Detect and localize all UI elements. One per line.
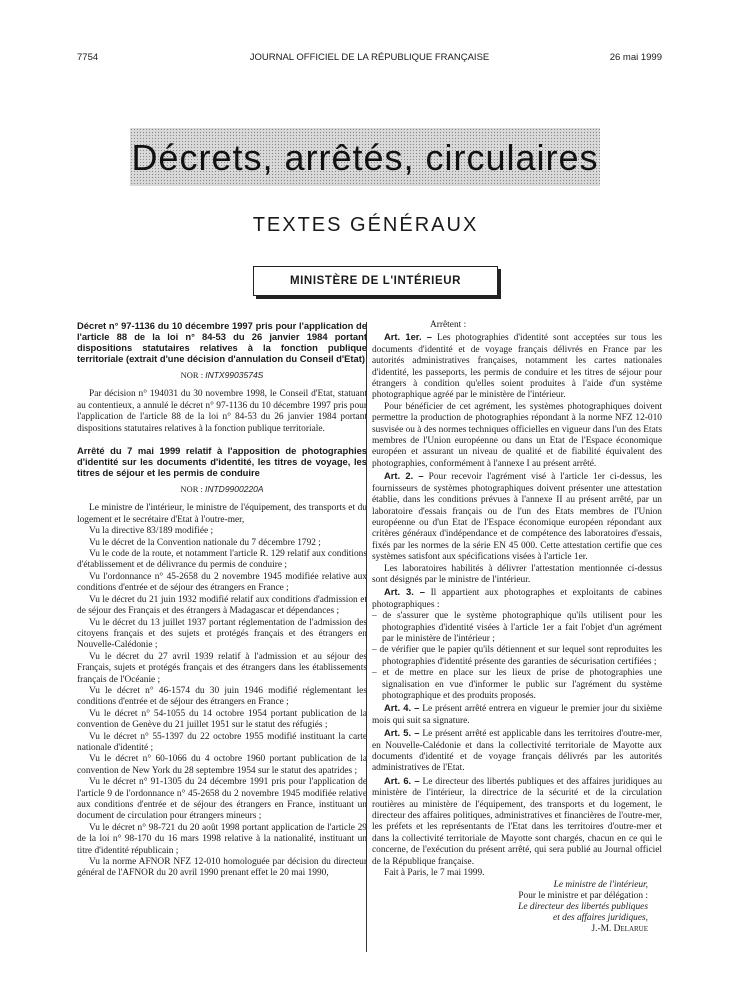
article-3-list [372, 611, 662, 702]
article-6-label: Art. 6. – [384, 774, 420, 786]
article-1-label: Art. 1er. – [384, 331, 432, 343]
article-3-label: Art. 3. – [384, 586, 425, 598]
article-2 [372, 470, 662, 563]
article-1-paragraph-2: Pour bénéficier de cet agrément, les systèmes photographiques doivent permettre la production de photographies répondant à la norme NFZ 12-010 susvisée ou à des normes techniques officielles en vigueur dans l'un des Etats membres de l'Union européenne ou dans un Etat de l'Espace économique européen et assurant un niveau de qualité et de fiabilité équivalent des photographies, conformément à l'annexe I au présent arrêté. [372, 401, 662, 469]
article-1-text: Les photographies d'identité sont acceptées sur tous les documents d'identité et de voyage français délivrés en France par les autorités administratives françaises, notamment les cartes nationales d'identité, les passeports, les permis de conduire et les titres de séjour pour étrangers à condition qu'elles soient produites à l'aide d'un système photographique agréé par le ministère de l'intérieur. [372, 333, 662, 401]
article-3-text: Il appartient aux photographes et exploitants de cabines photographiques : [372, 588, 663, 610]
list-item: – de vérifier que le papier qu'ils détiennent et sur lequel sont reproduites les photographies d'identité présente des garanties de sécurisation certifiées ; [372, 645, 662, 667]
visa-item: Vu le décret du 21 juin 1932 modifié relatif aux conditions d'admission et de séjour des Français et des étrangers à Madagascar et dépendances ; [77, 594, 367, 617]
journal-title: JOURNAL OFFICIEL DE LA RÉPUBLIQUE FRANÇAISE [249, 52, 490, 63]
decret-nor [77, 370, 367, 381]
section-title: TEXTES GÉNÉRAUX [252, 214, 479, 236]
decret-body: Par décision n° 194031 du 30 novembre 1998, le Conseil d'Etat, statuant au contentieux, a annulé le décret n° 97-1136 du 10 décembre 1997 pris pour l'application de l'article 88 de la loi n° 84-53 du 26 janvier 1984 portant dispositions statutaires relatives à la fonction publique territoriale. [77, 389, 367, 434]
article-4 [372, 702, 662, 727]
arrete-nor-label: NOR : [180, 484, 203, 495]
arrete-title: Arrêté du 7 mai 1999 relatif à l'apposition de photographies d'identité sur les documents d'identité, les titres de voyage, les titres de séjour et les permis de conduire [77, 445, 367, 479]
article-6-text: Le directeur des libertés publiques et des affaires juridiques au ministère de l'intérieur, la directrice de la sécurité et de la circulation routières au ministère de l'équipement, des transports et du logement, le directeur des affaires politiques, administratives et financières de l'outre-mer, les préfets et les représentants de l'Etat dans les territoires d'outre-mer et dans la collectivité territoriale de Mayotte sont chargés, chacun en ce qui le concerne, de l'exécution du présent arrêté, qui sera publié au Journal officiel de la République française. [372, 776, 663, 867]
visa-item: Vu le décret n° 55-1397 du 22 octobre 1955 modifié instituant la carte nationale d'identité ; [77, 731, 367, 753]
visa-item: Vu le décret n° 98-721 du 20 août 1998 portant application de l'article 29 de la loi n° 98-170 du 16 mars 1998 relative à la nationalité, instituant un titre d'identité républicain ; [77, 822, 367, 856]
visa-item: Vu le code de la route, et notamment l'article R. 129 relatif aux conditions d'établissement et de délivrance du permis de conduire ; [77, 549, 367, 571]
article-4-label: Art. 4. – [384, 702, 420, 714]
visa-item: Vu l'ordonnance n° 45-2658 du 2 novembre 1945 modifiée relative aux conditions d'entrée et de séjour des étrangers en France ; [77, 571, 367, 594]
ministry-box [253, 266, 498, 296]
decret-title: Décret n° 97-1136 du 10 décembre 1997 pris pour l'application de l'article 88 de la loi n° 84-53 du 26 janvier 1984 portant dispositions statutaires relatives à la fonction publique territoriale (extrait d'une décision d'annulation du Conseil d'Etat) [77, 320, 367, 364]
publication-date: 26 mai 1999 [609, 52, 662, 63]
article-3 [372, 586, 662, 611]
arrete-intro: Le ministre de l'intérieur, le ministre de l'équipement, des transports et du logement et le secrétaire d'Etat à l'outre-mer, [77, 503, 367, 525]
signature-line-4: et des affaires juridiques, [553, 913, 648, 924]
article-5-label: Art. 5. – [384, 727, 420, 739]
article-2-label: Art. 2. – [384, 470, 424, 482]
done-at: Fait à Paris, le 7 mai 1999. [384, 868, 485, 879]
article-2-paragraph-2: Les laboratoires habilités à délivrer l'attestation mentionnée ci-dessus sont désignés par le ministre de l'intérieur. [372, 563, 662, 585]
page-number: 7754 [77, 52, 99, 63]
article-6 [372, 775, 662, 868]
article-2-text: Pour recevoir l'agrément visé à l'article 1er ci-dessus, les fournisseurs de systèmes photographiques doivent présenter une attestation établie, dans les conditions prévues à l'annexe II au présent arrêté, par un laboratoire d'essais français ou de l'un des Etats membres de l'Union européenne ou d'un Etat de l'Espace économique européen répondant aux critères généraux d'indépendance et de compétence des laboratoires d'essais, fixés par les normes de la série EN 45 000. Cette attestation certifie que ces systèmes satisfont aux spécifications visées à l'article 1er. [372, 472, 662, 563]
ministry-title: MINISTÈRE DE L'INTÉRIEUR [289, 275, 462, 287]
visa-item: Vu la norme AFNOR NFZ 12-010 homologuée par décision du directeur général de l'AFNOR du 20 avril 1990 prenant effet le 20 mai 1990, [77, 857, 367, 879]
visa-item: Vu le décret n° 60-1066 du 4 octobre 1960 portant publication de la convention de New York du 28 septembre 1954 sur le statut des apatrides ; [77, 754, 367, 776]
signatory-name: J.-M. Delarue [591, 924, 648, 935]
list-item: – de s'assurer que le système photographique qu'ils utilisent pour les photographies d'identité visées à l'article 1er a fait l'objet d'un agrément par le ministère de l'intérieur ; [372, 611, 662, 644]
article-4-text: Le présent arrêté entrera en vigueur le premier jour du sixième mois qui suit sa signature. [372, 704, 662, 726]
visa-item: Vu le décret n° 46-1574 du 30 juin 1946 modifié réglementant les conditions d'entrée et de séjour des étrangers en France ; [77, 685, 367, 708]
visa-item: Vu le décret n° 54-1055 du 14 octobre 1954 portant publication de la convention de Genève du 21 juillet 1951 sur le statut des réfugiés ; [77, 708, 367, 731]
arretent-heading: Arrêtent : [430, 320, 467, 330]
signature-line-2: Pour le ministre et par délégation : [518, 890, 648, 901]
visa-item: Vu le décret n° 91-1305 du 24 décembre 1991 pris pour l'application de l'article 9 de l'ordonnance n° 45-2658 du 2 novembre 1945 modifiée relative aux conditions d'entrée et de séjour des étrangers en France, instituant un document de circulation pour étrangers mineurs ; [77, 777, 367, 822]
visa-item: Vu le décret de la Convention nationale du 7 décembre 1792 ; [89, 537, 321, 548]
visa-item: Vu le décret du 27 avril 1939 relatif à l'admission et au séjour des Français, sujets et protégés français et des étrangers dans les établissements français de l'Océanie ; [77, 651, 367, 685]
banner-title: Décrets, arrêtés, circulaires [131, 137, 599, 178]
visa-item: Vu le décret du 13 juillet 1937 portant réglementation de l'admission des citoyens français et des sujets et protégés français et des étrangers en Nouvelle-Calédonie ; [77, 617, 367, 651]
signature-block [372, 880, 662, 936]
signature-line-1: Le ministre de l'intérieur, [553, 879, 648, 890]
decret-nor-label: NOR : [180, 370, 204, 380]
article-1 [372, 331, 662, 401]
signature-line-3: Le directeur des libertés publiques [518, 901, 648, 912]
arrete-nor [77, 484, 367, 495]
left-column [77, 320, 367, 880]
list-item: – et de mettre en place sur les lieux de prise de photographies une signalisation en vue d'informer le public sur l'agrément du système photographique et des produits proposés. [372, 668, 662, 701]
article-5-text: Le présent arrêté est applicable dans les territoires d'outre-mer, en Nouvelle-Calédonie et dans la collectivité territoriale de Mayotte aux documents d'identité et de voyage français délivrés par les autorités administratives de l'Etat. [372, 729, 662, 774]
page-header [77, 52, 662, 66]
decret-nor-code: INTX9903574S [205, 370, 264, 380]
visa-item: Vu la directive 83/189 modifiée ; [89, 526, 214, 537]
right-column [372, 320, 662, 936]
article-5 [372, 727, 662, 775]
arrete-nor-code: INTD9900220A [204, 484, 264, 495]
